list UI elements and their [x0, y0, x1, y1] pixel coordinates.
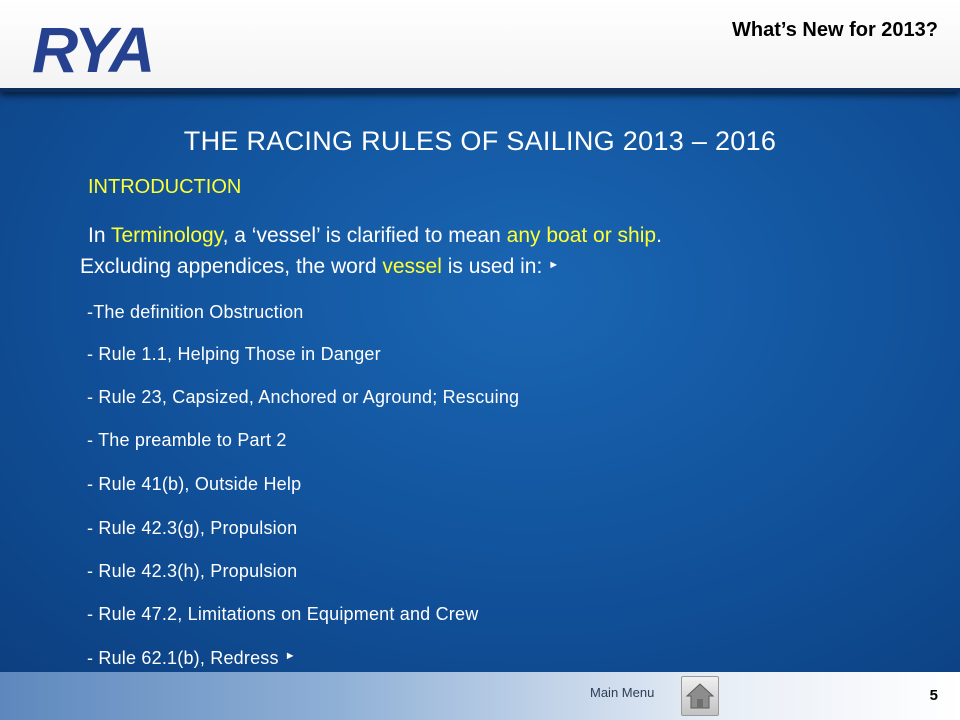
- header-subtitle: What’s New for 2013?: [732, 19, 938, 41]
- slide-title: THE RACING RULES OF SAILING 2013 – 2016: [183, 126, 777, 156]
- rule-list-item: - Rule 41(b), Outside Help: [87, 474, 302, 494]
- para2-word: vessel: [382, 255, 442, 278]
- rya-logo: [30, 10, 190, 82]
- slide-header: [0, 0, 960, 92]
- para1-text-2: , a ‘vessel’ is clarified to mean: [222, 224, 507, 247]
- para1-text-1: In: [88, 224, 111, 247]
- slide-footer: [0, 672, 960, 720]
- rule-list-item: - Rule 42.3(g), Propulsion: [87, 518, 298, 538]
- section-heading: INTRODUCTION: [88, 176, 242, 198]
- home-button[interactable]: [681, 676, 719, 716]
- rule-list-item: - Rule 23, Capsized, Anchored or Aground; Rescuing: [87, 387, 520, 407]
- rule-list-item: - Rule 1.1, Helping Those in Danger: [87, 344, 381, 364]
- rule-list-item-last: [87, 648, 296, 669]
- rule-list-item: - Rule 47.2, Limitations on Equipment and Crew: [87, 604, 479, 624]
- rule-list-item: -The definition Obstruction: [87, 302, 304, 322]
- rya-logo-text: RYA: [32, 14, 153, 82]
- rule-text: - Rule 62.1(b), Redress: [87, 648, 279, 668]
- rule-list-item: - Rule 42.3(h), Propulsion: [87, 561, 298, 581]
- usage-paragraph: [80, 255, 559, 279]
- animation-arrow-icon[interactable]: ►: [284, 650, 296, 662]
- para2-text-2: is used in:: [441, 255, 543, 278]
- slide-body: [0, 88, 960, 672]
- rule-list-item: - The preamble to Part 2: [87, 430, 287, 450]
- para1-phrase: any boat or ship: [506, 224, 657, 247]
- terminology-paragraph: [88, 224, 662, 248]
- home-icon: [685, 681, 715, 711]
- para2-text-1: Excluding appendices, the word: [80, 255, 383, 278]
- main-menu-link[interactable]: Main Menu: [590, 685, 655, 700]
- para1-term: Terminology: [110, 224, 223, 247]
- animation-arrow-icon[interactable]: ►: [548, 259, 560, 271]
- para1-text-3: .: [656, 224, 662, 247]
- page-number: 5: [929, 687, 938, 704]
